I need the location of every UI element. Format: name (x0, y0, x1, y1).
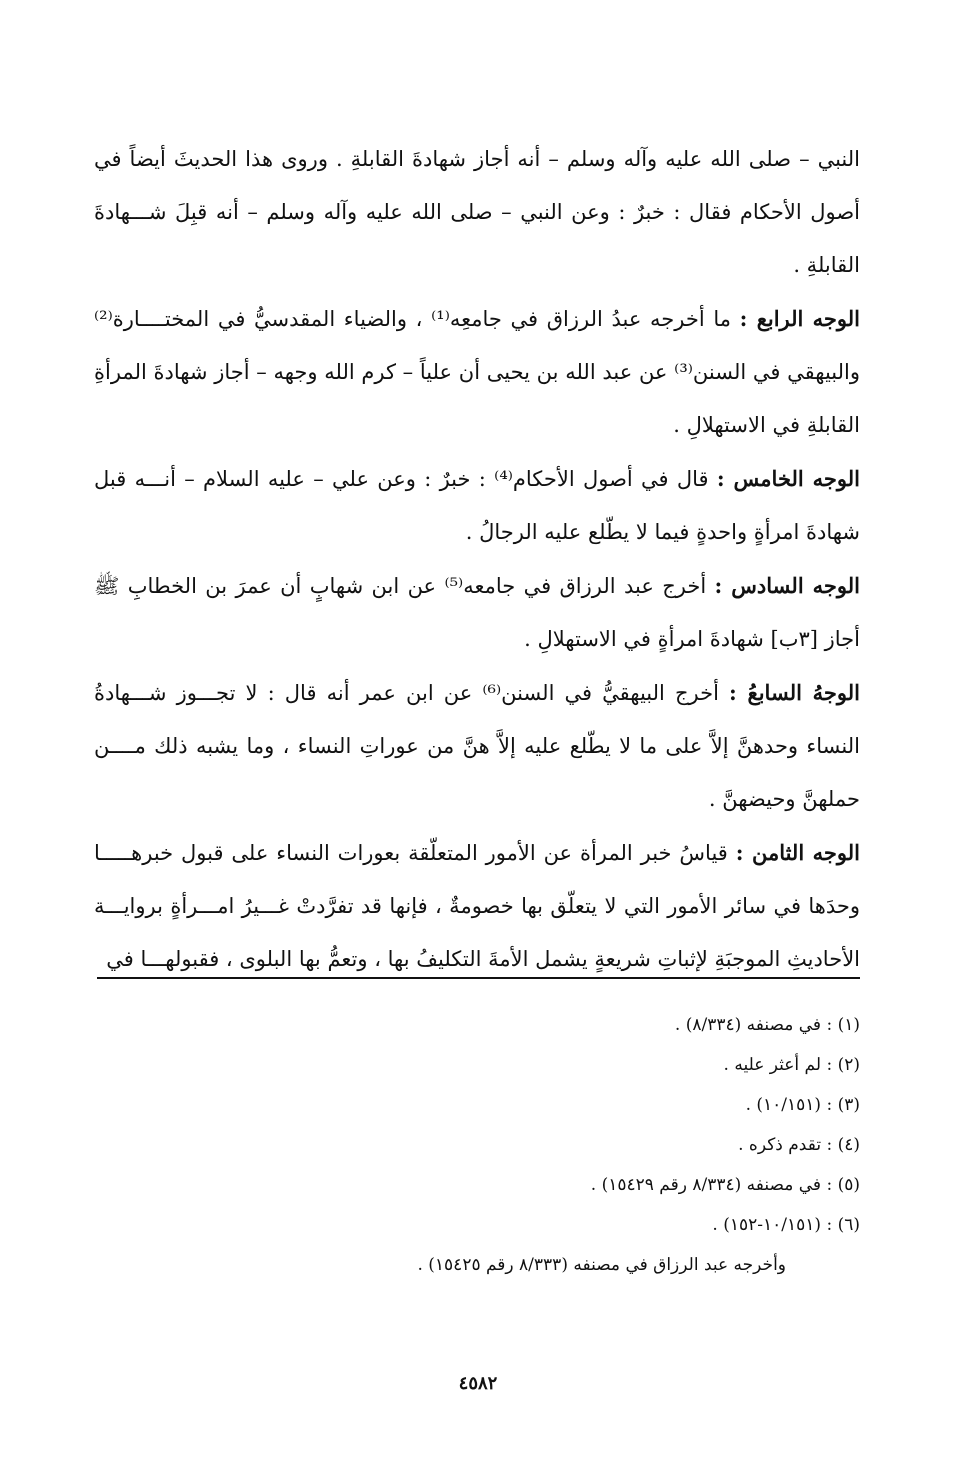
footnote-6: (٦) : (١٠/١٥١-١٥٢) . (712, 1215, 860, 1235)
paragraph-heading: الوجه الرابع : (739, 306, 860, 331)
paragraph-heading: الوجه الثامن : (735, 840, 860, 865)
footnote-1: (١) : في مصنفه (٨/٣٣٤) . (674, 1015, 860, 1035)
paragraph-seventh-aspect (94, 666, 860, 826)
footnote-4: (٤) : تقدم ذكره . (738, 1135, 860, 1155)
footnote-5: (٥) : في مصنفه (٨/٣٣٤ رقم ١٥٤٢٩) . (590, 1175, 860, 1195)
footnotes (94, 1005, 860, 1285)
paragraph-continuation: النبي – صلى الله عليه وآله وسلم – أنه أجاز شهادةَ القابلةِ . وروى هذا الحديثَ أيضاً في أصول الأحكام فقال : خبرٌ : وعن النبي – صلى الله عليه وآله وسلم – أنه قبِلَ شـــهادةَ القابلةِ . (94, 147, 861, 277)
footnote-separator (97, 977, 860, 979)
paragraph-fifth-aspect (94, 452, 860, 559)
paragraph-heading: الوجه الخامس : (716, 466, 860, 491)
page-number: ٤٥٨٢ (458, 1373, 498, 1394)
footnote-6-continuation: وأخرجه عبد الرزاق في مصنفه (٨/٣٣٣ رقم ١٥٤٢٥) . (417, 1255, 786, 1275)
footnote-2: (٢) : لم أعثر عليه . (723, 1055, 860, 1075)
paragraph-text: ما أخرجه عبدُ الرزاق في جامعِه⁽¹⁾ ، والضياء المقدسيُّ في المختــــارة⁽²⁾ والبيهقي في السنن⁽³⁾ عن عبد الله بن يحيى أن علياً – كرم الله وجهه – أجاز شهادةَ المرأةِ القابلةِ في الاستهلالِ . (94, 307, 860, 437)
paragraph-heading: الوجهُ السابعُ : (729, 680, 860, 705)
paragraph-eighth-aspect (94, 826, 860, 986)
paragraph-fourth-aspect (94, 292, 860, 452)
footnote-3: (٣) : (١٠/١٥١) . (745, 1095, 860, 1115)
paragraph-text: قياسُ خبر المرأة عن الأمور المتعلّقة بعورات النساء على قبول خبرهـــــا وحدَها في سائر الأمور التي لا يتعلّق بها خصومةٌ ، فإنها قد تفرَّدتْ غـــيرُ امـــرأةٍ بروايـــة الأحاديثِ الموجبَةِ لإثباتِ شريعةٍ يشمل الأمةَ التكليفُ بها ، وتعمُّ بها البلوى ، فقبولهـــا في (94, 841, 860, 971)
paragraph-sixth-aspect (94, 559, 860, 666)
paragraph-text: أخرج البيهقيُّ في السنن⁽⁶⁾ عن ابن عمر أنه قال : لا تجـــوز شـــهادةُ النساء وحدهنَّ إلاَّ على ما لا يطّلع عليه إلاَّ هنَّ من عوراتِ النساء ، وما يشبه ذلك مــــن حملهنَّ وحيضهنَّ . (94, 681, 860, 811)
paragraph-text: قال في أصول الأحكام⁽⁴⁾ : خبرٌ : وعن علي – عليه السلام – أنـــه قبل شهادةَ امرأةٍ واحدةٍ فيما لا يطّلع عليه الرجالُ . (94, 467, 860, 544)
paragraph-text: أخرج عبد الرزاق في جامعه⁽⁵⁾ عن ابن شهابٍ أن عمرَ بن الخطابِ ﷺ أجاز [٣ب] شهادةَ امرأةٍ في الاستهلالِ . (94, 574, 860, 651)
main-text (94, 133, 860, 986)
paragraph-heading: الوجه السادس : (714, 573, 860, 598)
